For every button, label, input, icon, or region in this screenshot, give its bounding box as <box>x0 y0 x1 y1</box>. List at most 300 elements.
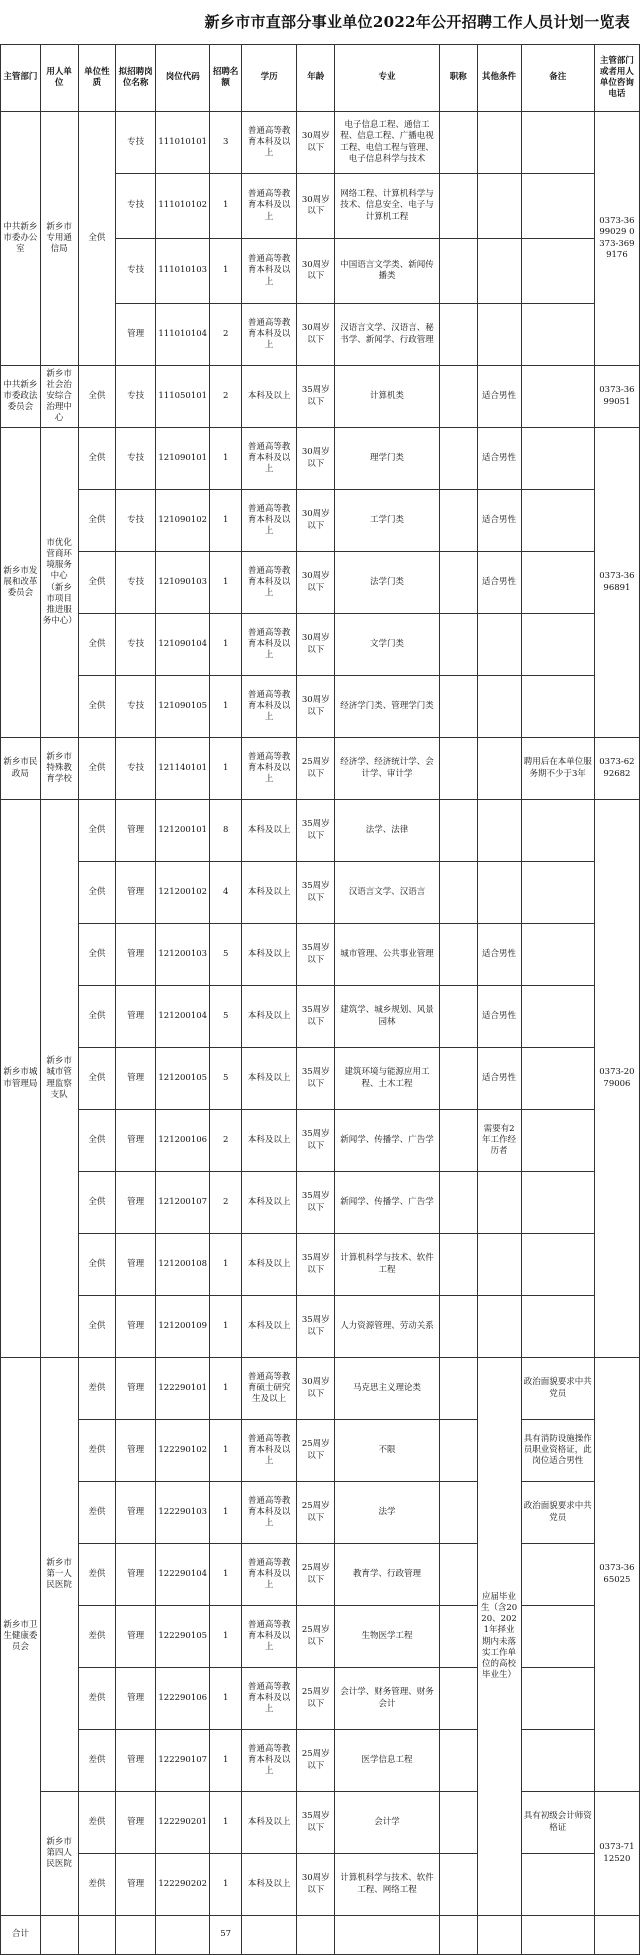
major-cell: 法学、法律 <box>335 800 440 862</box>
count-cell: 2 <box>210 1172 241 1234</box>
title-cell <box>439 1730 477 1792</box>
age-cell: 25周岁以下 <box>297 1482 335 1544</box>
post-cell: 专技 <box>116 366 156 428</box>
other-cell <box>477 1172 521 1234</box>
count-cell: 1 <box>210 738 241 800</box>
major-cell: 会计学 <box>335 1792 440 1854</box>
post-cell: 专技 <box>116 428 156 490</box>
other-cell <box>477 239 521 304</box>
nature-cell: 差供 <box>78 1482 116 1544</box>
table-row <box>1 1668 640 1730</box>
edu-cell: 本科及以上 <box>241 1172 297 1234</box>
note-cell <box>521 1172 594 1234</box>
count-cell: 1 <box>210 1854 241 1916</box>
code-cell: 121090103 <box>156 552 210 614</box>
table-row <box>1 1544 640 1606</box>
title-cell <box>439 986 477 1048</box>
edu-cell: 普通高等教育本科及以上 <box>241 614 297 676</box>
table-row <box>1 1792 640 1854</box>
nature-cell: 差供 <box>78 1358 116 1420</box>
code-cell: 111010104 <box>156 304 210 366</box>
post-cell: 管理 <box>116 1420 156 1482</box>
nature-cell: 全供 <box>78 366 116 428</box>
unit-cell: 新乡市第一人民医院 <box>40 1358 78 1792</box>
title-cell <box>439 1234 477 1296</box>
count-cell: 1 <box>210 1358 241 1420</box>
age-cell: 25周岁以下 <box>297 1606 335 1668</box>
count-cell: 1 <box>210 174 241 239</box>
code-cell: 122290107 <box>156 1730 210 1792</box>
age-cell: 30周岁以下 <box>297 1854 335 1916</box>
major-cell: 教育学、行政管理 <box>335 1544 440 1606</box>
major-cell: 中国语言文学类、新闻传播类 <box>335 239 440 304</box>
post-cell: 管理 <box>116 1544 156 1606</box>
edu-cell: 本科及以上 <box>241 1110 297 1172</box>
nature-cell: 全供 <box>78 676 116 738</box>
post-cell: 专技 <box>116 239 156 304</box>
code-cell: 122290202 <box>156 1854 210 1916</box>
header-cell: 其他条件 <box>477 45 521 112</box>
count-cell: 1 <box>210 1420 241 1482</box>
count-cell: 4 <box>210 862 241 924</box>
other-cell <box>477 1296 521 1358</box>
note-cell: 具有消防设施操作员职业资格证，此岗位适合男性 <box>521 1420 594 1482</box>
age-cell: 30周岁以下 <box>297 239 335 304</box>
code-cell: 121090102 <box>156 490 210 552</box>
note-cell: 政治面貌要求中共党员 <box>521 1358 594 1420</box>
major-cell: 计算机科学与技术、软件工程、网络工程 <box>335 1854 440 1916</box>
title-cell <box>439 239 477 304</box>
note-cell <box>521 490 594 552</box>
major-cell: 新闻学、传播学、广告学 <box>335 1172 440 1234</box>
nature-cell: 差供 <box>78 1668 116 1730</box>
table-row <box>1 738 640 800</box>
major-cell: 网络工程、计算机科学与技术、信息安全、电子与计算机工程 <box>335 174 440 239</box>
other-cell: 适合男性 <box>477 986 521 1048</box>
code-cell: 122290104 <box>156 1544 210 1606</box>
code-cell: 121200104 <box>156 986 210 1048</box>
nature-cell: 全供 <box>78 614 116 676</box>
phone-cell: 0373-7112520 <box>594 1792 639 1916</box>
phone-cell: 0373-2079006 <box>594 800 639 1358</box>
post-cell: 管理 <box>116 1606 156 1668</box>
note-cell <box>521 1048 594 1110</box>
post-cell: 专技 <box>116 614 156 676</box>
other-cell: 适合男性 <box>477 366 521 428</box>
post-cell: 管理 <box>116 1048 156 1110</box>
table-row <box>1 800 640 862</box>
nature-cell: 全供 <box>78 738 116 800</box>
title-cell <box>439 800 477 862</box>
header-cell: 备注 <box>521 45 594 112</box>
post-cell: 管理 <box>116 1110 156 1172</box>
title-cell <box>439 490 477 552</box>
note-cell <box>521 428 594 490</box>
edu-cell: 普通高等教育本科及以上 <box>241 676 297 738</box>
other-cell <box>477 112 521 174</box>
post-cell: 管理 <box>116 1172 156 1234</box>
major-cell: 文学门类 <box>335 614 440 676</box>
table-row <box>1 1048 640 1110</box>
note-cell <box>521 1606 594 1668</box>
edu-cell: 本科及以上 <box>241 862 297 924</box>
major-cell: 理学门类 <box>335 428 440 490</box>
age-cell: 30周岁以下 <box>297 304 335 366</box>
note-cell <box>521 1296 594 1358</box>
count-cell: 2 <box>210 1110 241 1172</box>
nature-cell: 全供 <box>78 490 116 552</box>
age-cell: 30周岁以下 <box>297 174 335 239</box>
note-cell: 聘用后在本单位服务期不少于3年 <box>521 738 594 800</box>
code-cell: 111010101 <box>156 112 210 174</box>
dept-cell: 中共新乡市委政法委员会 <box>1 366 41 428</box>
note-cell <box>521 1668 594 1730</box>
table-row <box>1 1172 640 1234</box>
header-cell: 岗位代码 <box>156 45 210 112</box>
code-cell: 122290106 <box>156 1668 210 1730</box>
major-cell: 计算机类 <box>335 366 440 428</box>
age-cell: 35周岁以下 <box>297 1296 335 1358</box>
nature-cell: 全供 <box>78 428 116 490</box>
table-row <box>1 986 640 1048</box>
code-cell: 111010103 <box>156 239 210 304</box>
major-cell: 医学信息工程 <box>335 1730 440 1792</box>
title-cell <box>439 1544 477 1606</box>
title-cell <box>439 1668 477 1730</box>
code-cell: 121090105 <box>156 676 210 738</box>
nature-cell: 全供 <box>78 986 116 1048</box>
count-cell: 5 <box>210 924 241 986</box>
major-cell: 汉语言文学、汉语言 <box>335 862 440 924</box>
age-cell: 35周岁以下 <box>297 800 335 862</box>
table-row <box>1 112 640 174</box>
count-cell: 1 <box>210 1482 241 1544</box>
title-cell <box>439 924 477 986</box>
title-cell <box>439 1358 477 1420</box>
code-cell: 111050101 <box>156 366 210 428</box>
post-cell: 管理 <box>116 1730 156 1792</box>
code-cell: 122290102 <box>156 1420 210 1482</box>
age-cell: 35周岁以下 <box>297 862 335 924</box>
edu-cell: 普通高等教育本科及以上 <box>241 490 297 552</box>
post-cell: 管理 <box>116 1668 156 1730</box>
age-cell: 35周岁以下 <box>297 1172 335 1234</box>
title-cell <box>439 1606 477 1668</box>
other-cell <box>477 614 521 676</box>
nature-cell: 差供 <box>78 1730 116 1792</box>
other-cell <box>477 174 521 239</box>
note-cell <box>521 800 594 862</box>
count-cell: 2 <box>210 366 241 428</box>
major-cell: 建筑环境与能源应用工程、土木工程 <box>335 1048 440 1110</box>
other-cell: 适合男性 <box>477 924 521 986</box>
other-cell <box>477 304 521 366</box>
post-cell: 管理 <box>116 1296 156 1358</box>
table-row <box>1 366 640 428</box>
edu-cell: 本科及以上 <box>241 366 297 428</box>
nature-cell: 差供 <box>78 1544 116 1606</box>
code-cell: 121200101 <box>156 800 210 862</box>
other-cell: 需要有2年工作经历者 <box>477 1110 521 1172</box>
major-cell: 人力资源管理、劳动关系 <box>335 1296 440 1358</box>
count-cell: 1 <box>210 490 241 552</box>
code-cell: 121200102 <box>156 862 210 924</box>
count-cell: 3 <box>210 112 241 174</box>
title-cell <box>439 614 477 676</box>
nature-cell: 全供 <box>78 1234 116 1296</box>
unit-cell: 新乡市特殊教育学校 <box>40 738 78 800</box>
table-row <box>1 490 640 552</box>
header-cell: 主管部门或者用人单位咨询电话 <box>594 45 639 112</box>
title-cell <box>439 552 477 614</box>
age-cell: 30周岁以下 <box>297 1358 335 1420</box>
code-cell: 121140101 <box>156 738 210 800</box>
major-cell: 会计学、财务管理、财务会计 <box>335 1668 440 1730</box>
code-cell: 121200105 <box>156 1048 210 1110</box>
unit-cell: 新乡市城市管理监察支队 <box>40 800 78 1358</box>
post-cell: 管理 <box>116 800 156 862</box>
nature-cell: 差供 <box>78 1606 116 1668</box>
header-cell: 招聘名额 <box>210 45 241 112</box>
edu-cell: 普通高等教育本科及以上 <box>241 1730 297 1792</box>
note-cell <box>521 304 594 366</box>
major-cell: 不限 <box>335 1420 440 1482</box>
nature-cell: 全供 <box>78 924 116 986</box>
major-cell: 法学 <box>335 1482 440 1544</box>
edu-cell: 普通高等教育本科及以上 <box>241 1544 297 1606</box>
note-cell <box>521 1544 594 1606</box>
nature-cell: 全供 <box>78 1296 116 1358</box>
header-cell: 主管部门 <box>1 45 41 112</box>
age-cell: 30周岁以下 <box>297 614 335 676</box>
edu-cell: 普通高等教育硕士研究生及以上 <box>241 1358 297 1420</box>
age-cell: 35周岁以下 <box>297 1792 335 1854</box>
unit-cell: 新乡市第四人民医院 <box>40 1792 78 1916</box>
other-cell <box>477 800 521 862</box>
age-cell: 35周岁以下 <box>297 1110 335 1172</box>
count-cell: 1 <box>210 1606 241 1668</box>
count-cell: 5 <box>210 1048 241 1110</box>
note-cell <box>521 112 594 174</box>
edu-cell: 普通高等教育本科及以上 <box>241 738 297 800</box>
title-cell <box>439 428 477 490</box>
code-cell: 121200109 <box>156 1296 210 1358</box>
count-cell: 1 <box>210 239 241 304</box>
post-cell: 管理 <box>116 1792 156 1854</box>
major-cell: 新闻学、传播学、广告学 <box>335 1110 440 1172</box>
post-cell: 管理 <box>116 1234 156 1296</box>
post-cell: 专技 <box>116 738 156 800</box>
table-row <box>1 428 640 490</box>
count-cell: 1 <box>210 1544 241 1606</box>
count-cell: 8 <box>210 800 241 862</box>
note-cell <box>521 986 594 1048</box>
other-cell <box>477 862 521 924</box>
note-cell <box>521 1730 594 1792</box>
dept-cell: 中共新乡市委办公室 <box>1 112 41 366</box>
table-row <box>1 1234 640 1296</box>
note-cell: 政治面貌要求中共党员 <box>521 1482 594 1544</box>
major-cell: 建筑学、城乡规划、风景园林 <box>335 986 440 1048</box>
code-cell: 122290101 <box>156 1358 210 1420</box>
note-cell <box>521 862 594 924</box>
edu-cell: 普通高等教育本科及以上 <box>241 1668 297 1730</box>
header-cell: 职称 <box>439 45 477 112</box>
dept-cell: 新乡市城市管理局 <box>1 800 41 1358</box>
title-cell <box>439 1854 477 1916</box>
page-title: 新乡市市直部分事业单位2022年公开招聘工作人员计划一览表 <box>204 13 630 31</box>
major-cell: 法学门类 <box>335 552 440 614</box>
header-cell: 专业 <box>335 45 440 112</box>
unit-cell: 新乡市社会治安综合治理中心 <box>40 366 78 428</box>
table-row <box>1 924 640 986</box>
nature-cell: 全供 <box>78 800 116 862</box>
age-cell: 35周岁以下 <box>297 924 335 986</box>
table-row <box>1 1296 640 1358</box>
age-cell: 30周岁以下 <box>297 428 335 490</box>
edu-cell: 普通高等教育本科及以上 <box>241 552 297 614</box>
code-cell: 121090101 <box>156 428 210 490</box>
nature-cell: 全供 <box>78 1172 116 1234</box>
count-cell: 1 <box>210 1296 241 1358</box>
table-row <box>1 1606 640 1668</box>
major-cell: 工学门类 <box>335 490 440 552</box>
nature-cell: 差供 <box>78 1854 116 1916</box>
title-cell <box>439 366 477 428</box>
count-cell: 1 <box>210 1668 241 1730</box>
major-cell: 经济学、经济统计学、会计学、审计学 <box>335 738 440 800</box>
note-cell <box>521 366 594 428</box>
title-cell <box>439 112 477 174</box>
code-cell: 121200107 <box>156 1172 210 1234</box>
post-cell: 管理 <box>116 862 156 924</box>
edu-cell: 普通高等教育本科及以上 <box>241 1482 297 1544</box>
code-cell: 122290201 <box>156 1792 210 1854</box>
table-row <box>1 552 640 614</box>
other-cell: 应届毕业生（含2020、2021年择业期内未落实工作单位的高校毕业生） <box>477 1358 521 1916</box>
other-cell: 适合男性 <box>477 1048 521 1110</box>
title-cell <box>439 1420 477 1482</box>
post-cell: 管理 <box>116 304 156 366</box>
header-cell: 单位性质 <box>78 45 116 112</box>
dept-cell: 新乡市民政局 <box>1 738 41 800</box>
post-cell: 管理 <box>116 1482 156 1544</box>
code-cell: 121090104 <box>156 614 210 676</box>
major-cell: 汉语言文学、汉语言、秘书学、新闻学、行政管理 <box>335 304 440 366</box>
title-cell <box>439 1048 477 1110</box>
post-cell: 管理 <box>116 1358 156 1420</box>
title-cell <box>439 174 477 239</box>
edu-cell: 本科及以上 <box>241 1854 297 1916</box>
title-cell <box>439 1482 477 1544</box>
code-cell: 122290103 <box>156 1482 210 1544</box>
nature-cell: 全供 <box>78 552 116 614</box>
other-cell <box>477 1234 521 1296</box>
count-cell: 1 <box>210 428 241 490</box>
count-cell: 1 <box>210 1730 241 1792</box>
age-cell: 25周岁以下 <box>297 1730 335 1792</box>
nature-cell: 全供 <box>78 1048 116 1110</box>
unit-cell: 新乡市专用通信局 <box>40 112 78 366</box>
major-cell: 城市管理、公共事业管理 <box>335 924 440 986</box>
age-cell: 30周岁以下 <box>297 552 335 614</box>
other-cell <box>477 738 521 800</box>
total-label: 合计 <box>1 1916 41 1955</box>
age-cell: 30周岁以下 <box>297 676 335 738</box>
post-cell: 专技 <box>116 490 156 552</box>
post-cell: 专技 <box>116 174 156 239</box>
note-cell <box>521 239 594 304</box>
count-cell: 2 <box>210 304 241 366</box>
note-cell <box>521 1110 594 1172</box>
total-count: 57 <box>210 1916 241 1955</box>
edu-cell: 普通高等教育本科及以上 <box>241 239 297 304</box>
edu-cell: 普通高等教育本科及以上 <box>241 428 297 490</box>
other-cell: 适合男性 <box>477 428 521 490</box>
count-cell: 1 <box>210 1792 241 1854</box>
note-cell <box>521 676 594 738</box>
phone-cell: 0373-6292682 <box>594 738 639 800</box>
note-cell <box>521 1854 594 1916</box>
dept-cell: 新乡市发展和改革委员会 <box>1 428 41 738</box>
post-cell: 专技 <box>116 112 156 174</box>
age-cell: 35周岁以下 <box>297 1048 335 1110</box>
table-row <box>1 1358 640 1420</box>
title-cell <box>439 862 477 924</box>
recruitment-table <box>0 44 640 1955</box>
code-cell: 121200103 <box>156 924 210 986</box>
header-cell: 拟招聘岗位名称 <box>116 45 156 112</box>
post-cell: 专技 <box>116 676 156 738</box>
code-cell: 121200106 <box>156 1110 210 1172</box>
edu-cell: 本科及以上 <box>241 1296 297 1358</box>
total-row <box>1 1916 640 1955</box>
title-cell <box>439 1172 477 1234</box>
header-cell: 用人单位 <box>40 45 78 112</box>
count-cell: 1 <box>210 614 241 676</box>
post-cell: 管理 <box>116 986 156 1048</box>
table-row <box>1 614 640 676</box>
code-cell: 122290105 <box>156 1606 210 1668</box>
note-cell <box>521 552 594 614</box>
age-cell: 30周岁以下 <box>297 490 335 552</box>
other-cell <box>477 676 521 738</box>
major-cell: 马克思主义理论类 <box>335 1358 440 1420</box>
title-cell <box>439 738 477 800</box>
nature-cell: 全供 <box>78 1110 116 1172</box>
major-cell: 电子信息工程、通信工程、信息工程、广播电视工程、电信工程与管理、电子信息科学与技术 <box>335 112 440 174</box>
edu-cell: 本科及以上 <box>241 1234 297 1296</box>
table-row <box>1 676 640 738</box>
edu-cell: 本科及以上 <box>241 924 297 986</box>
table-row <box>1 1420 640 1482</box>
age-cell: 30周岁以下 <box>297 112 335 174</box>
title-cell <box>439 1110 477 1172</box>
major-cell: 生物医学工程 <box>335 1606 440 1668</box>
edu-cell: 普通高等教育本科及以上 <box>241 1606 297 1668</box>
table-row <box>1 1110 640 1172</box>
edu-cell: 普通高等教育本科及以上 <box>241 174 297 239</box>
header-cell: 学历 <box>241 45 297 112</box>
table-row <box>1 1482 640 1544</box>
major-cell: 经济学门类、管理学门类 <box>335 676 440 738</box>
code-cell: 121200108 <box>156 1234 210 1296</box>
edu-cell: 本科及以上 <box>241 800 297 862</box>
count-cell: 5 <box>210 986 241 1048</box>
code-cell: 111010102 <box>156 174 210 239</box>
note-cell <box>521 614 594 676</box>
table-row <box>1 862 640 924</box>
